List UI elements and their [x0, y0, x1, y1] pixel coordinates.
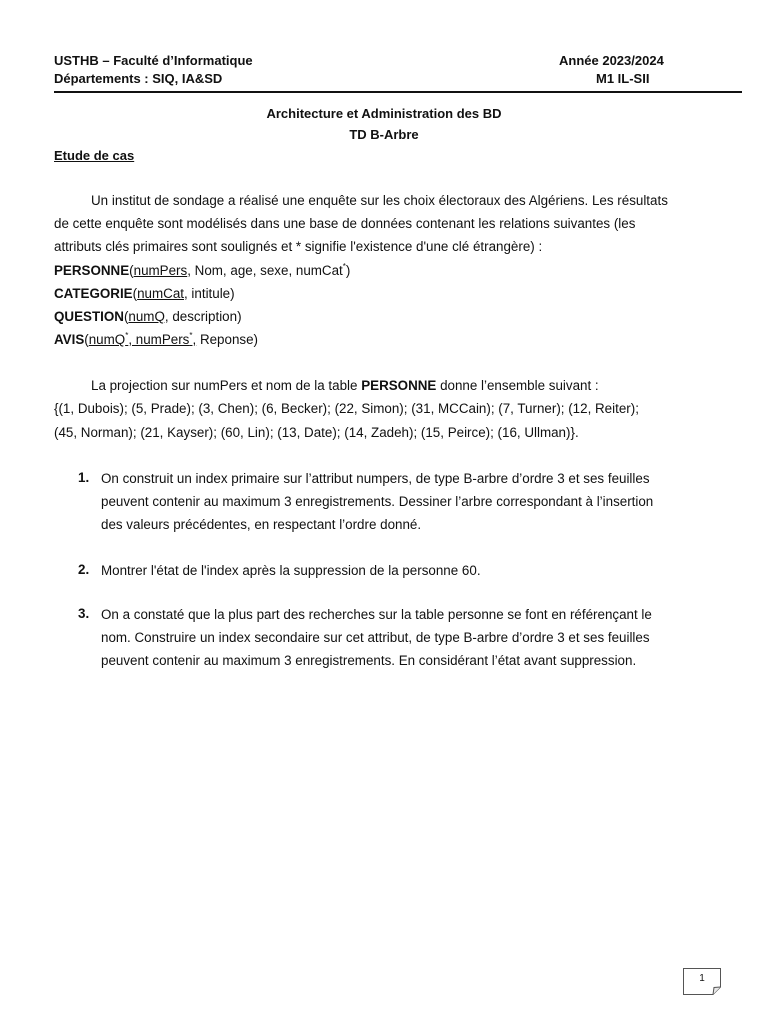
relation-name: CATEGORIE — [54, 286, 133, 301]
table-name: PERSONNE — [361, 378, 437, 393]
question-number: 3. — [78, 606, 90, 621]
question-3-line-3: peuvent contenir au maximum 3 enregistrements. En considérant l’état avant suppression. — [101, 653, 637, 668]
header-level: M1 IL-SII — [596, 71, 650, 86]
relation-name: QUESTION — [54, 309, 124, 324]
relation-name: PERSONNE — [54, 263, 130, 278]
relation-categorie: CATEGORIE(numCat, intitule) — [54, 286, 235, 301]
question-1-line-1: On construit un index primaire sur l’attribut numpers, de type B-arbre d’ordre 3 et ses feuilles — [101, 471, 650, 486]
relation-avis: AVIS(numQ*, numPers*, Reponse) — [54, 331, 259, 347]
question-3-line-2: nom. Construire un index secondaire sur cet attribut, de type B-arbre d’ordre 3 et ses feuilles — [101, 630, 650, 645]
header-institution: USTHB – Faculté d’Informatique — [54, 53, 253, 68]
question-3-line-1: On a constaté que la plus part des recherches sur la table personne se font en référençant le — [101, 607, 652, 622]
document-subtitle: TD B-Arbre — [349, 127, 419, 142]
header-departments: Départements : SIQ, IA&SD — [54, 71, 223, 86]
intro-line-2: de cette enquête sont modélisés dans une base de données contenant les relations suivantes (les — [54, 216, 636, 231]
foreign-key-marker: * — [342, 262, 346, 271]
header-year: Année 2023/2024 — [559, 53, 664, 68]
primary-key: numQ*, numPers*, — [88, 331, 197, 347]
primary-key: numPers — [133, 263, 188, 278]
header-divider — [54, 91, 742, 93]
relation-name: AVIS — [54, 332, 85, 347]
relation-personne: PERSONNE(numPers, Nom, age, sexe, numCat*) — [54, 262, 351, 278]
document-title: Architecture et Administration des BD — [266, 106, 502, 121]
intro-line-3: attributs clés primaires sont soulignés et * signifie l'existence d'une clé étrangère) : — [54, 239, 543, 254]
foreign-key-marker: * — [189, 331, 193, 340]
projection-intro: La projection sur numPers et nom de la table PERSONNE donne l’ensemble suivant : — [91, 378, 599, 393]
page-number: 1 — [699, 973, 705, 984]
page-number-box — [683, 968, 721, 995]
projection-values-line-1: {(1, Dubois); (5, Prade); (3, Chen); (6, Becker); (22, Simon); (31, MCCain); (7, Turner); (12, Reiter); — [54, 401, 639, 416]
question-1-line-2: peuvent contenir au maximum 3 enregistrements. Dessiner l’arbre correspondant à l’insertion — [101, 494, 654, 509]
relation-question: QUESTION(numQ, description) — [54, 309, 242, 324]
question-1-line-3: des valeurs précédentes, en respectant l’ordre donné. — [101, 517, 422, 532]
primary-key: numCat — [137, 286, 184, 301]
foreign-key-marker: * — [125, 331, 129, 340]
projection-values-line-2: (45, Norman); (21, Kayser); (60, Lin); (13, Date); (14, Zadeh); (15, Peirce); (16, Ullman)}. — [54, 425, 579, 440]
intro-line-1: Un institut de sondage a réalisé une enquête sur les choix électoraux des Algériens. Les résultats — [91, 193, 668, 208]
primary-key: numQ — [128, 309, 165, 324]
section-heading: Etude de cas — [54, 148, 135, 163]
question-number: 1. — [78, 470, 90, 485]
question-number: 2. — [78, 562, 90, 577]
question-2-line-1: Montrer l'état de l'index après la suppression de la personne 60. — [101, 563, 481, 578]
